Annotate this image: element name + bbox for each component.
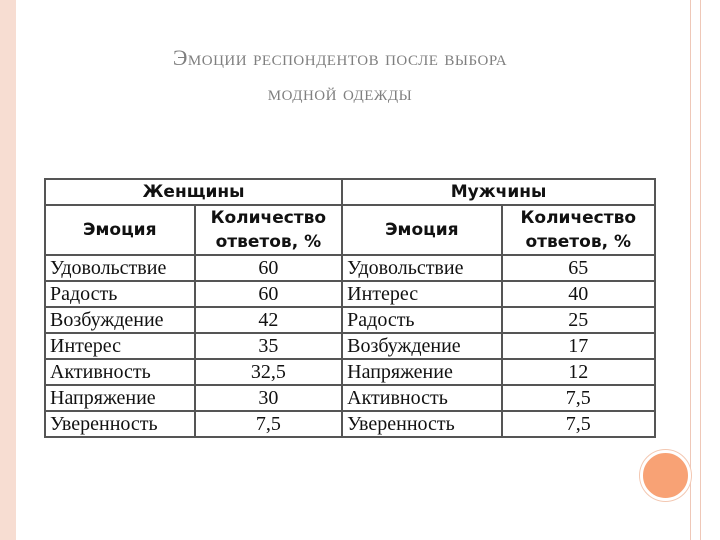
cell-count-women: 7,5 [195,411,343,437]
cell-emotion-men: Удовольствие [342,255,501,281]
cell-count-men: 40 [502,281,655,307]
column-header-emotion-men: Эмоция [342,205,501,255]
cell-count-men: 7,5 [502,411,655,437]
cell-count-men: 17 [502,333,655,359]
emotions-table [44,178,656,438]
table-row [45,359,655,385]
cell-count-women: 60 [195,255,343,281]
cell-count-men: 12 [502,359,655,385]
cell-emotion-women: Напряжение [45,385,195,411]
decorative-circle [640,450,691,501]
cell-emotion-men: Возбуждение [342,333,501,359]
cell-emotion-women: Радость [45,281,195,307]
table-column-header-row [45,205,655,255]
table-row [45,385,655,411]
cell-count-women: 32,5 [195,359,343,385]
cell-count-women: 42 [195,307,343,333]
group-header-women: Женщины [45,179,342,205]
slide-title [40,40,640,110]
table-row [45,333,655,359]
table-group-header-row [45,179,655,205]
cell-emotion-women: Возбуждение [45,307,195,333]
slide-title-line-1: Эмоции респондентов после выбора [172,45,508,70]
table-body [45,255,655,437]
cell-count-men: 7,5 [502,385,655,411]
table-row [45,411,655,437]
cell-emotion-women: Активность [45,359,195,385]
slide-title-line-2: модной одежды [267,80,413,105]
right-decorative-rule [690,0,701,540]
table-row [45,307,655,333]
cell-emotion-men: Напряжение [342,359,501,385]
cell-emotion-women: Уверенность [45,411,195,437]
column-header-count-women: Количество ответов, % [195,205,343,255]
cell-count-women: 35 [195,333,343,359]
cell-emotion-men: Интерес [342,281,501,307]
cell-emotion-men: Радость [342,307,501,333]
cell-count-women: 30 [195,385,343,411]
cell-emotion-women: Удовольствие [45,255,195,281]
cell-emotion-men: Активность [342,385,501,411]
table-row [45,255,655,281]
cell-count-men: 65 [502,255,655,281]
column-header-emotion-women: Эмоция [45,205,195,255]
group-header-men: Мужчины [342,179,655,205]
column-header-count-men: Количество ответов, % [502,205,655,255]
table-row [45,281,655,307]
cell-emotion-men: Уверенность [342,411,501,437]
cell-count-men: 25 [502,307,655,333]
cell-emotion-women: Интерес [45,333,195,359]
cell-count-women: 60 [195,281,343,307]
left-decorative-band [0,0,16,540]
